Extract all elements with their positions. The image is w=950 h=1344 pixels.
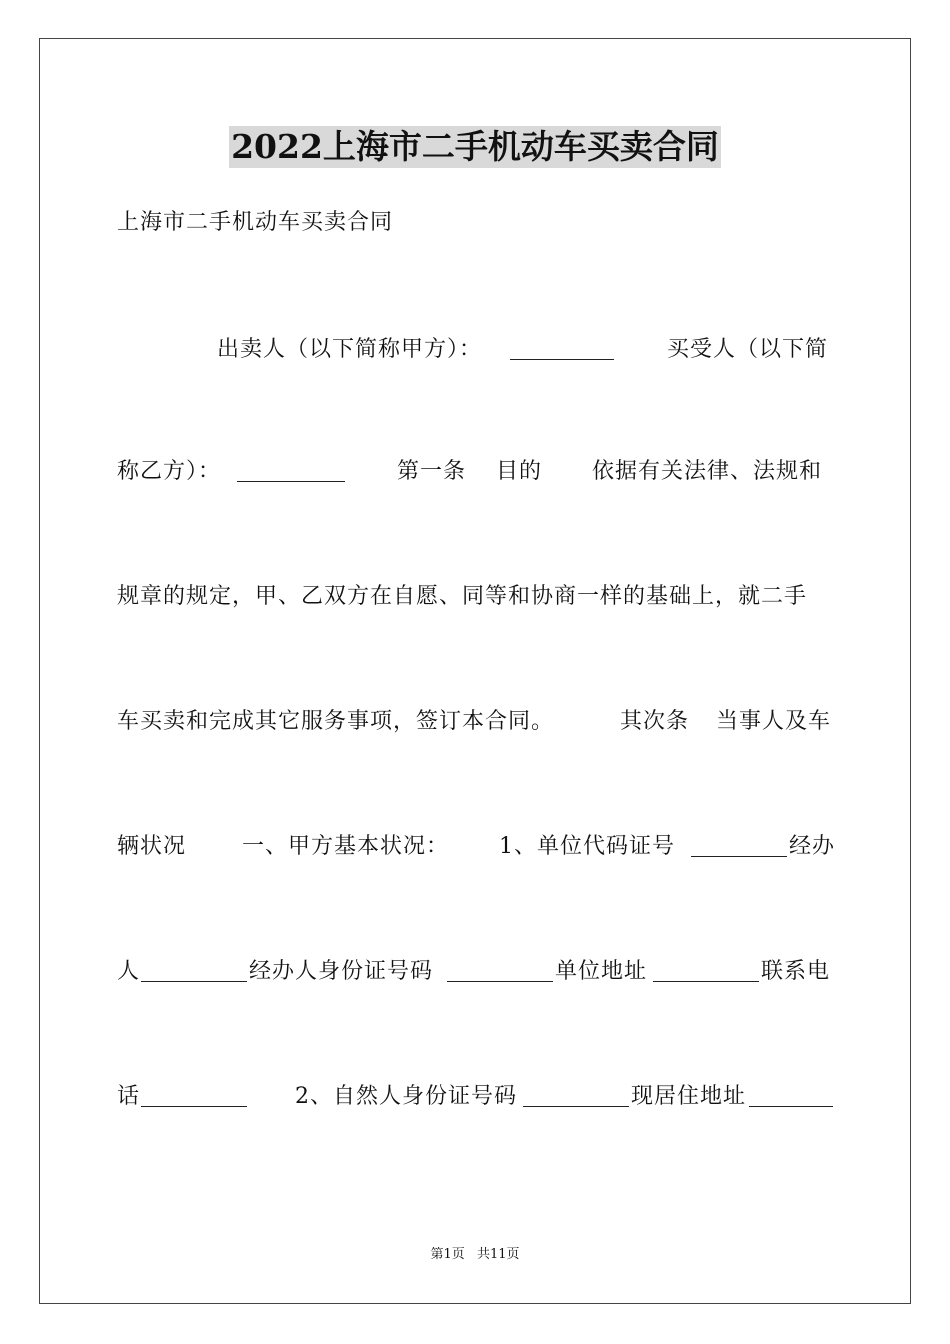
buyer-label-cont: 称乙方）： <box>117 459 222 484</box>
buyer-blank <box>237 481 345 482</box>
residence-address-label: 现居住地址 <box>631 1084 747 1109</box>
unit-address-blank <box>653 981 759 982</box>
agent-id-blank <box>447 981 553 982</box>
unit-code-label: 1、单位代码证号 <box>499 834 675 859</box>
text-line-7 <box>117 1080 833 1114</box>
party-a-section-heading: 一、甲方基本状况： <box>242 834 450 859</box>
contact-phone-blank <box>141 1106 247 1107</box>
article-2-heading: 其次条 <box>620 709 690 734</box>
page-footer <box>0 1246 950 1264</box>
title-wrapper <box>0 126 950 168</box>
text-line-5 <box>117 830 836 864</box>
text-line-6 <box>117 955 833 989</box>
page-total: 共11页 <box>476 1247 520 1262</box>
page-number: 第1页 <box>430 1247 465 1262</box>
unit-code-blank <box>691 856 787 857</box>
natural-person-id-blank <box>523 1106 629 1107</box>
article-1-text-cont: 规章的规定，甲、乙双方在自愿、同等和协商一样的基础上，就二手 <box>117 584 808 609</box>
document-subtitle: 上海市二手机动车买卖合同 <box>117 210 394 235</box>
contact-phone-label: 联系电 <box>761 959 831 984</box>
document-title: 2022上海市二手机动车买卖合同 <box>231 127 719 166</box>
article-1-title: 目的 <box>496 459 543 484</box>
contact-phone-label-cont: 话 <box>117 1084 141 1109</box>
natural-person-id-label: 2、自然人身份证号码 <box>295 1084 517 1109</box>
agent-id-label: 经办人身份证号码 <box>249 959 434 984</box>
article-2-title-cont: 辆状况 <box>117 834 187 859</box>
article-1-text-start: 依据有关法律、法规和 <box>592 459 823 484</box>
unit-address-label: 单位地址 <box>555 959 648 984</box>
article-1-text-end: 车买卖和完成其它服务事项，签订本合同。 <box>117 709 555 734</box>
text-line-4 <box>117 705 833 739</box>
buyer-label: 买受人（以下简 <box>667 337 829 362</box>
article-2-title: 当事人及车 <box>716 709 832 734</box>
residence-address-blank <box>749 1106 833 1107</box>
agent-label: 经办 <box>789 834 836 859</box>
agent-label-cont: 人 <box>117 959 141 984</box>
text-line-1 <box>117 333 833 367</box>
text-line-2 <box>117 455 833 489</box>
text-line-3 <box>117 580 833 614</box>
agent-blank <box>141 981 247 982</box>
seller-blank <box>510 359 614 360</box>
seller-label: 出卖人（以下简称甲方）： <box>217 337 483 362</box>
article-1-heading: 第一条 <box>397 459 467 484</box>
